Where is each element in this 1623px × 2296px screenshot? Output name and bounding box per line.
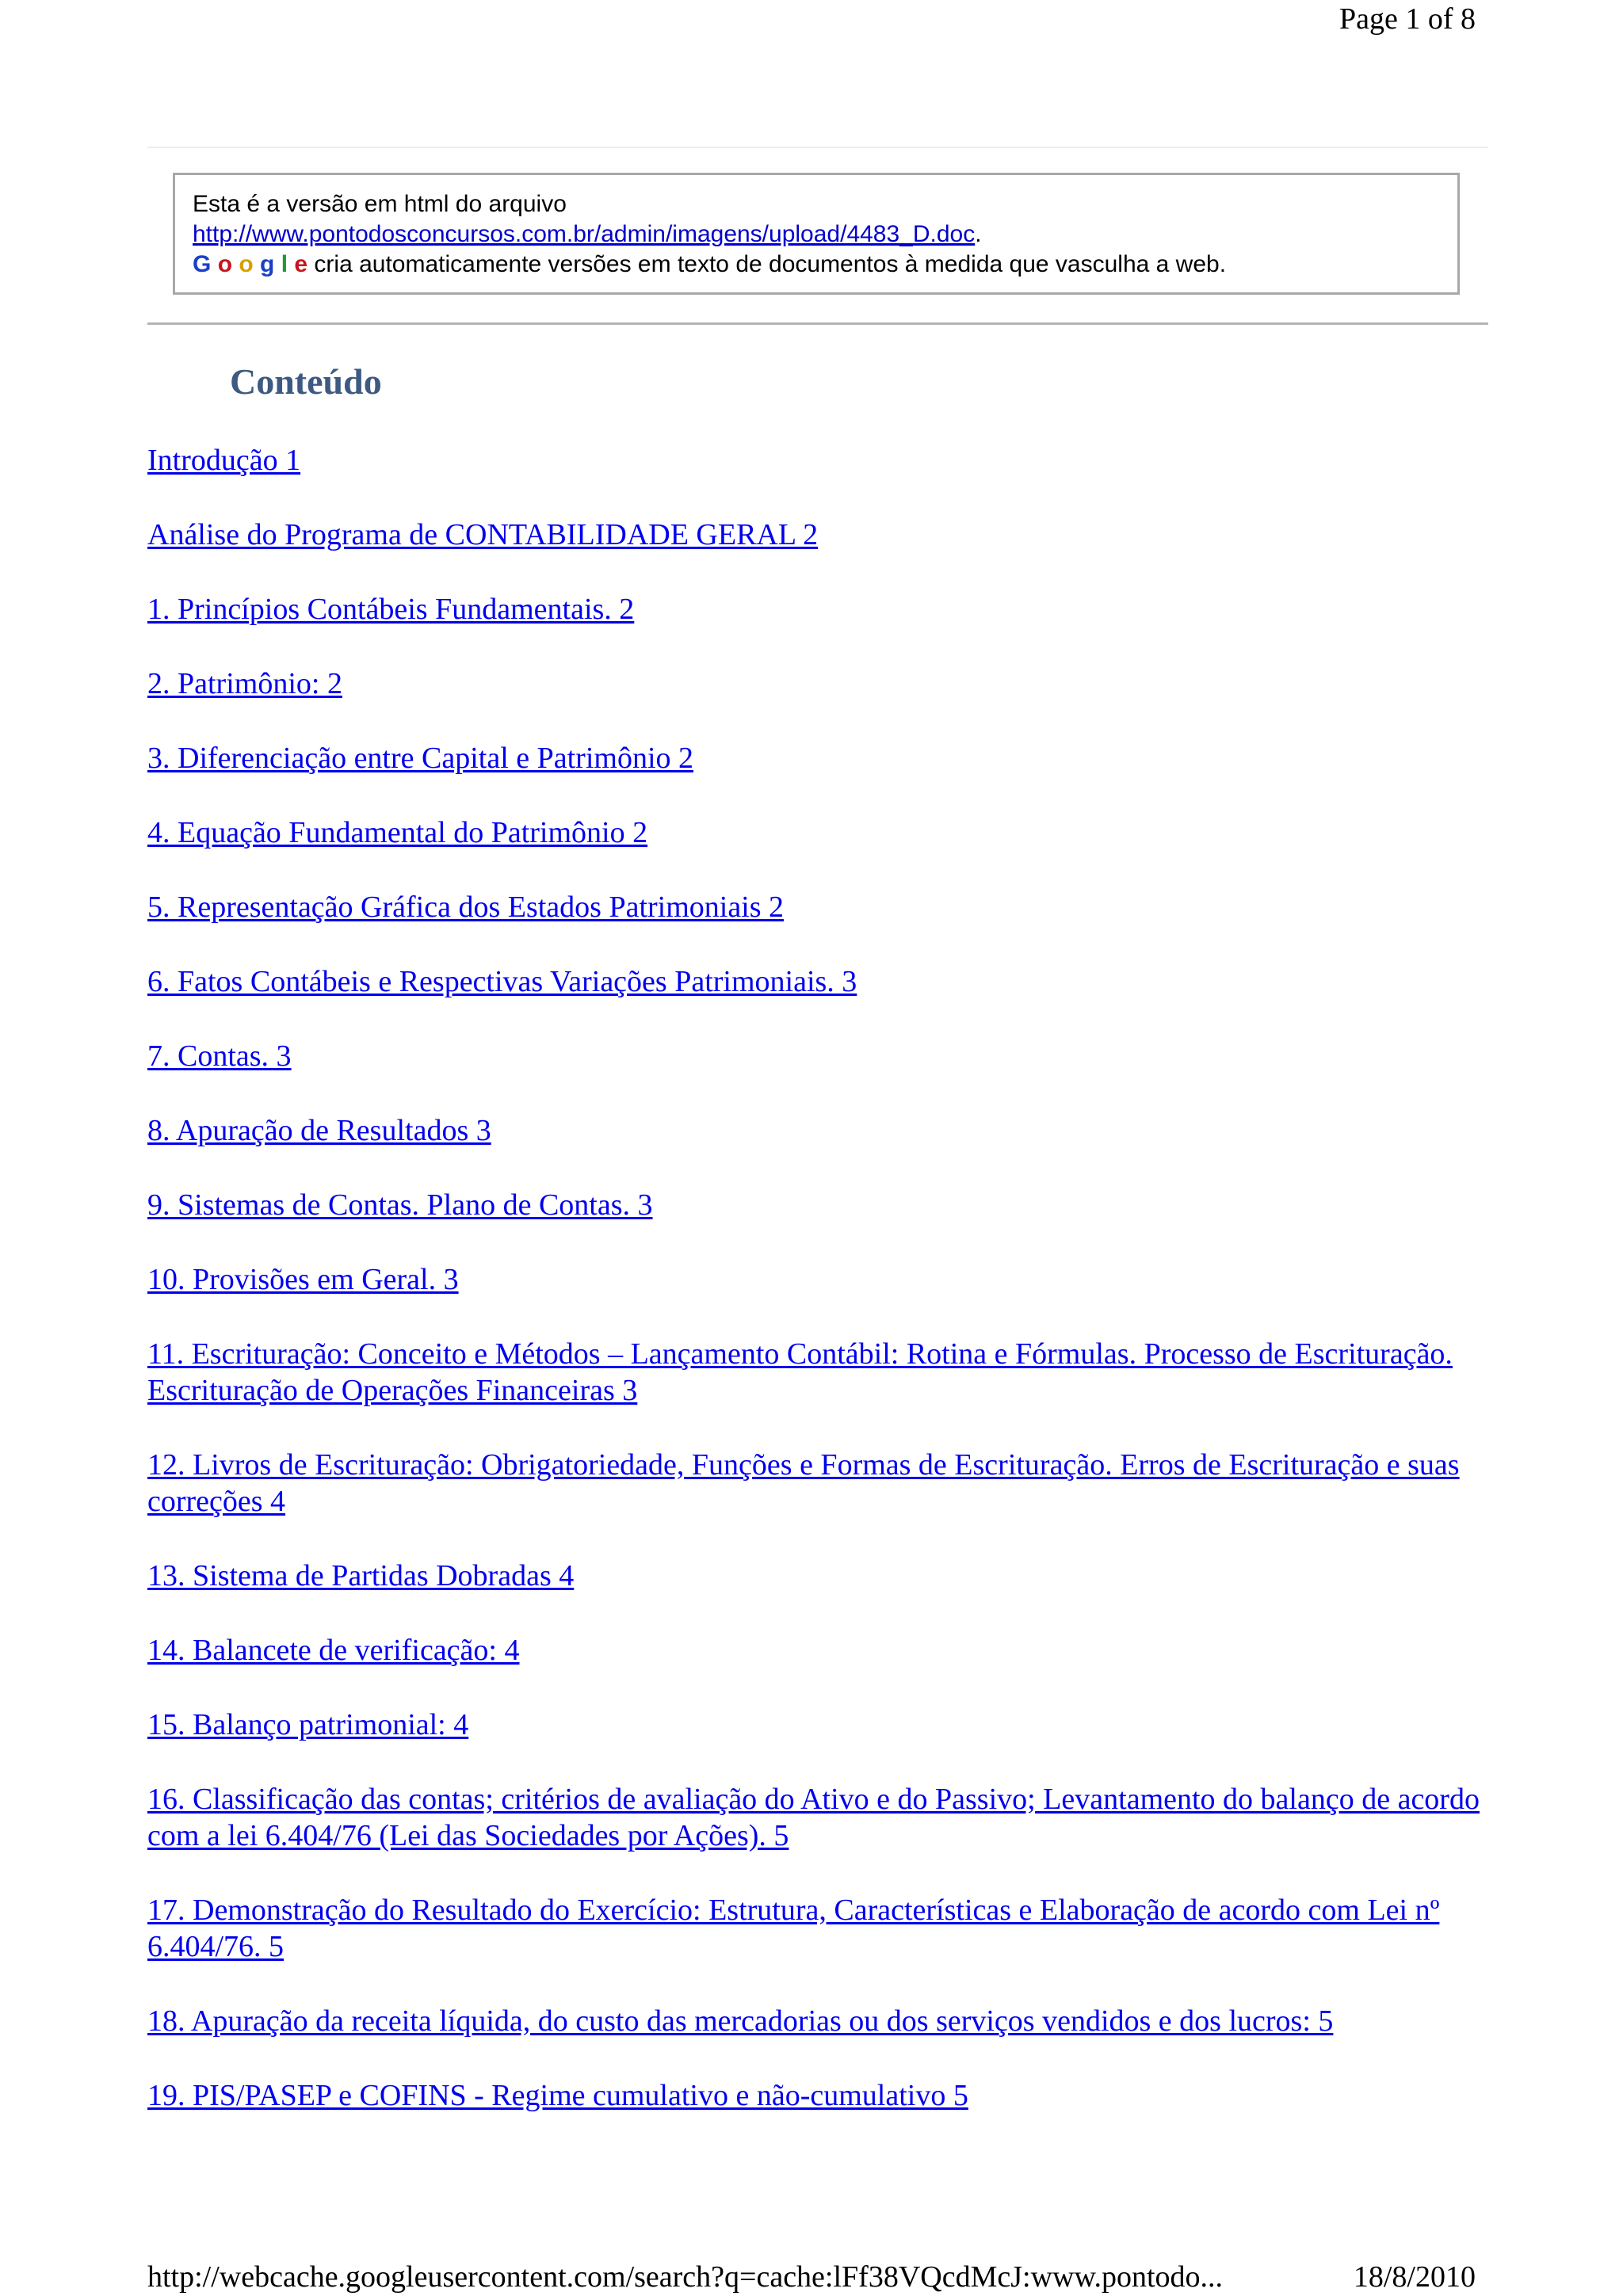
toc-item <box>147 1707 1495 1743</box>
toc-item <box>147 1558 1495 1594</box>
toc-link[interactable]: 8. Apuração de Resultados 3 <box>147 1114 491 1147</box>
toc-item <box>147 1892 1495 1965</box>
toc-link[interactable]: 17. Demonstração do Resultado do Exercício: Estrutura, Características e Elaboração de acordo com Lei nº 6.404/76. 5 <box>147 1894 1440 1963</box>
toc-item <box>147 442 1495 479</box>
toc-item <box>147 963 1495 1000</box>
footer-cache-url: http://webcache.googleusercontent.com/search?q=cache:lFf38VQcdMcJ:www.pontodo... <box>147 2260 1223 2294</box>
toc-link[interactable]: 7. Contas. 3 <box>147 1039 292 1073</box>
footer-date: 18/8/2010 <box>1353 2260 1476 2294</box>
notice-link-suffix: . <box>975 221 982 247</box>
toc-item <box>147 2003 1495 2039</box>
toc-item <box>147 1112 1495 1149</box>
toc-link[interactable]: 9. Sistemas de Contas. Plano de Contas. 3 <box>147 1188 653 1222</box>
cache-notice-box <box>173 173 1460 295</box>
toc-link[interactable]: 11. Escrituração: Conceito e Métodos – Lançamento Contábil: Rotina e Fórmulas. Processo de Escrituração. Escrituração de Operações Financeiras 3 <box>147 1337 1453 1407</box>
toc-item <box>147 1781 1495 1854</box>
notice-line-2 <box>193 219 1440 250</box>
notice-line-1: Esta é a versão em html do arquivo <box>193 191 567 217</box>
toc-item <box>147 591 1495 627</box>
toc-link[interactable]: 14. Balancete de verificação: 4 <box>147 1634 520 1667</box>
toc-link[interactable]: Análise do Programa de CONTABILIDADE GERAL 2 <box>147 518 819 551</box>
toc-link[interactable]: 1. Princípios Contábeis Fundamentais. 2 <box>147 593 635 626</box>
toc-link[interactable]: 3. Diferenciação entre Capital e Patrimônio 2 <box>147 742 694 775</box>
toc-link[interactable]: 13. Sistema de Partidas Dobradas 4 <box>147 1559 575 1592</box>
toc-link[interactable]: 18. Apuração da receita líquida, do custo das mercadorias ou dos serviços vendidos e dos lucros: 5 <box>147 2004 1334 2038</box>
toc-link[interactable]: Introdução 1 <box>147 444 301 477</box>
bottom-divider <box>147 322 1488 325</box>
toc-item <box>147 1447 1495 1520</box>
toc-item <box>147 1336 1495 1409</box>
toc-link[interactable]: 19. PIS/PASEP e COFINS - Regime cumulativo e não-cumulativo 5 <box>147 2079 968 2112</box>
toc-item <box>147 2077 1495 2114</box>
toc-link[interactable]: 6. Fatos Contábeis e Respectivas Variações Patrimoniais. 3 <box>147 965 857 998</box>
toc-item <box>147 1038 1495 1074</box>
toc-link[interactable]: 12. Livros de Escrituração: Obrigatoriedade, Funções e Formas de Escrituração. Erros de Escrituração e suas correções 4 <box>147 1448 1460 1518</box>
toc-heading: Conteúdo <box>230 361 382 402</box>
toc-link[interactable]: 10. Provisões em Geral. 3 <box>147 1263 459 1296</box>
toc-link[interactable]: 2. Patrimônio: 2 <box>147 667 342 700</box>
toc-item <box>147 814 1495 851</box>
toc-item <box>147 889 1495 925</box>
toc-item <box>147 1261 1495 1298</box>
toc-item <box>147 740 1495 776</box>
notice-line-3-text: cria automaticamente versões em texto de documentos à medida que vasculha a web. <box>307 251 1227 277</box>
notice-line-3 <box>193 250 1440 280</box>
toc-item <box>147 1187 1495 1223</box>
google-wordmark: G o o g l e <box>193 251 308 277</box>
toc-link[interactable]: 5. Representação Gráfica dos Estados Patrimoniais 2 <box>147 891 785 924</box>
top-divider <box>147 147 1488 148</box>
page-number: Page 1 of 8 <box>1338 2 1476 36</box>
toc-link[interactable]: 15. Balanço patrimonial: 4 <box>147 1708 469 1741</box>
source-document-link[interactable]: http://www.pontodosconcursos.com.br/admin/imagens/upload/4483_D.doc <box>193 221 976 247</box>
toc-link[interactable]: 4. Equação Fundamental do Patrimônio 2 <box>147 816 648 849</box>
toc-item <box>147 1632 1495 1669</box>
toc-link[interactable]: 16. Classificação das contas; critérios de avaliação do Ativo e do Passivo; Levantamento do balanço de acordo com a lei 6.404/76 (Lei das Sociedades por Ações). 5 <box>147 1783 1480 1852</box>
toc-item <box>147 666 1495 702</box>
toc-item <box>147 517 1495 553</box>
